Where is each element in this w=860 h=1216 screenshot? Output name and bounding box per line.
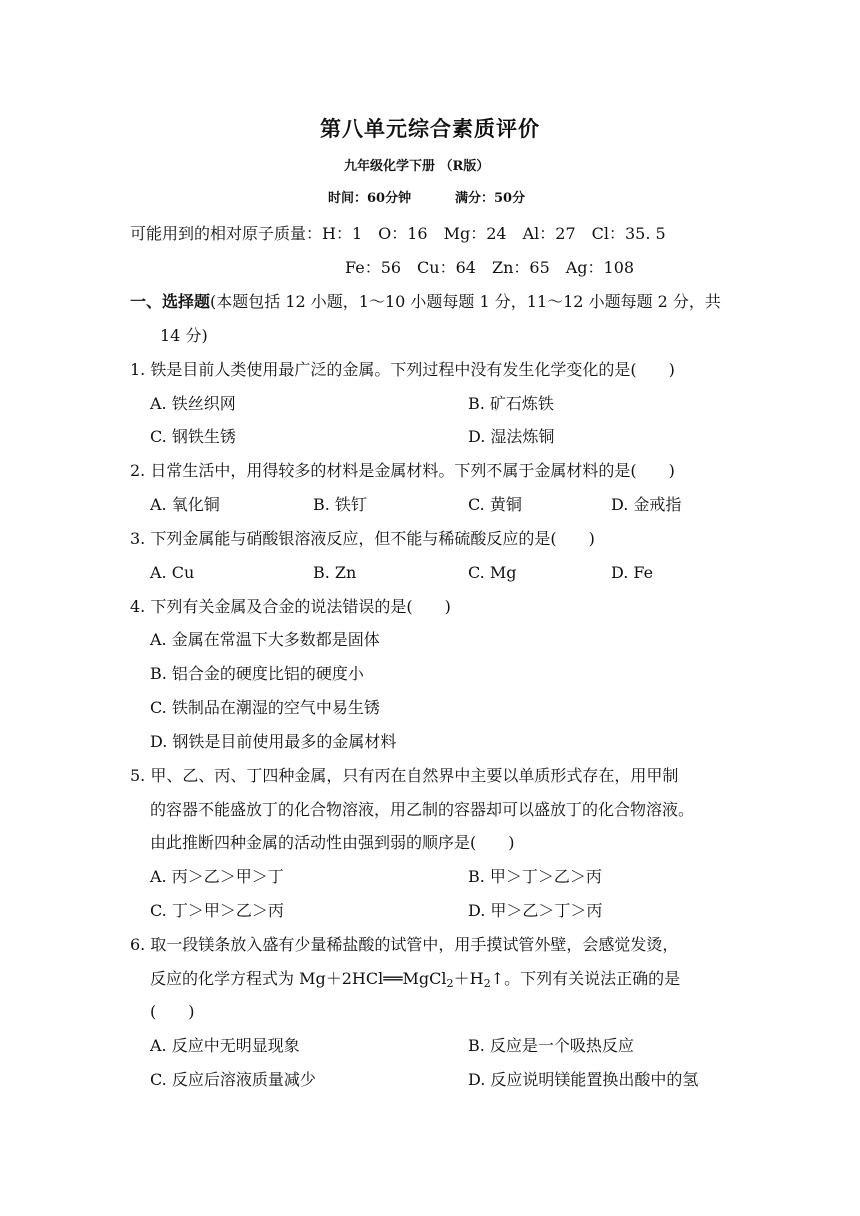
section-title: 一、选择题	[130, 292, 211, 311]
exam-score: 满分：50分	[455, 191, 526, 206]
question-5-option-c: C. 丁＞甲＞乙＞丙	[150, 901, 284, 920]
equation-text-cont: ＋H	[453, 969, 484, 988]
question-1-option-a: A. 铁丝织网	[150, 394, 236, 413]
question-6-option-a: A. 反应中无明显现象	[150, 1036, 300, 1055]
question-6-option-b: B. 反应是一个吸热反应	[468, 1036, 634, 1055]
question-1-option-c: C. 钢铁生锈	[150, 427, 236, 446]
question-3-option-d: D. Fe	[611, 563, 654, 582]
section-heading	[130, 292, 721, 312]
subscript-2: 2	[446, 976, 454, 990]
question-3-stem: 3. 下列金属能与硝酸银溶液反应，但不能与稀硫酸反应的是( )	[130, 529, 595, 548]
question-5-option-a: A. 丙＞乙＞甲＞丁	[150, 867, 284, 886]
question-2-option-a: A. 氧化铜	[150, 495, 220, 514]
section-description-cont: 14 分)	[160, 326, 208, 345]
question-6-option-d: D. 反应说明镁能置换出酸中的氢	[468, 1070, 699, 1089]
question-5-stem-line-1: 5. 甲、乙、丙、丁四种金属，只有丙在自然界中主要以单质形式存在，用甲制	[130, 766, 679, 785]
question-4-option-d: D. 钢铁是目前使用最多的金属材料	[150, 732, 397, 751]
question-1-option-b: B. 矿石炼铁	[468, 394, 554, 413]
question-5-option-b: B. 甲＞丁＞乙＞丙	[468, 867, 602, 886]
equation-tail: ↑。下列有关说法正确的是	[490, 969, 681, 988]
question-4-option-b: B. 铝合金的硬度比铝的硬度小	[150, 664, 364, 683]
question-5-stem-line-3: 由此推断四种金属的活动性由强到弱的顺序是( )	[150, 833, 515, 852]
page-title: 第八单元综合素质评价	[320, 116, 540, 141]
question-2-option-c: C. 黄铜	[468, 495, 522, 514]
question-5-option-d: D. 甲＞乙＞丁＞丙	[468, 901, 603, 920]
question-3-option-a: A. Cu	[150, 563, 195, 582]
exam-time: 时间：60分钟	[328, 191, 412, 206]
section-description: (本题包括 12 小题，1～10 小题每题 1 分，11～12 小题每题 2 分，共	[210, 292, 721, 311]
question-5-stem-line-2: 的容器不能盛放丁的化合物溶液，用乙制的容器却可以盛放丁的化合物溶液。	[150, 800, 695, 819]
question-6-option-c: C. 反应后溶液质量减少	[150, 1070, 316, 1089]
question-2-stem: 2. 日常生活中，用得较多的材料是金属材料。下列不属于金属材料的是( )	[130, 461, 675, 480]
question-1-option-d: D. 湿法炼铜	[468, 427, 555, 446]
question-4-stem: 4. 下列有关金属及合金的说法错误的是( )	[130, 597, 451, 616]
question-6-stem-line-1: 6. 取一段镁条放入盛有少量稀盐酸的试管中，用手摸试管外壁，会感觉发烫，	[130, 935, 679, 954]
question-6-stem-line-3: ( )	[150, 1002, 195, 1021]
question-4-option-c: C. 铁制品在潮湿的空气中易生锈	[150, 698, 380, 717]
question-4-option-a: A. 金属在常温下大多数都是固体	[150, 630, 380, 649]
question-6-stem-line-2	[150, 969, 680, 994]
question-1-stem: 1. 铁是目前人类使用最广泛的金属。下列过程中没有发生化学变化的是( )	[130, 360, 675, 379]
atomic-mass-line-1: 可能用到的相对原子质量：H：1 O：16 Mg：24 Al：27 Cl：35. 5	[130, 224, 666, 243]
atomic-mass-line-2: Fe：56 Cu：64 Zn：65 Ag：108	[345, 258, 635, 277]
question-2-option-b: B. 铁钉	[313, 495, 367, 514]
question-3-option-b: B. Zn	[313, 563, 357, 582]
subscript-2: 2	[483, 976, 491, 990]
question-2-option-d: D. 金戒指	[611, 495, 682, 514]
equation-text: 反应的化学方程式为 Mg＋2HCl══MgCl	[150, 969, 447, 988]
question-3-option-c: C. Mg	[468, 563, 517, 582]
page-subtitle: 九年级化学下册 （R版）	[344, 159, 490, 174]
